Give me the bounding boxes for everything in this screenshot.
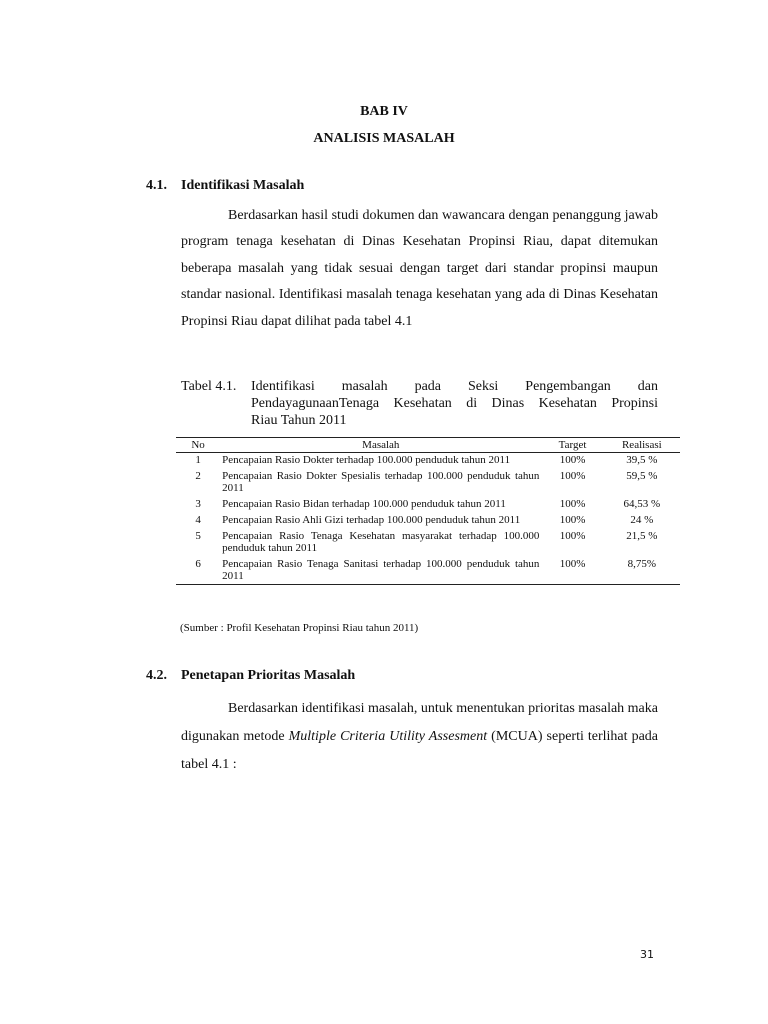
table-caption-text [251,378,658,429]
table-row [176,497,680,513]
cell-no: 5 [195,530,201,542]
cell-realisasi: 59,5 % [626,470,658,482]
paragraph-identifikasi [181,203,658,335]
header-realisasi: Realisasi [604,438,680,453]
cell-target: 100% [541,557,603,585]
cell-masalah: Pencapaian Rasio Dokter Spesialis terhadap 100.000 penduduk tahun 2011 [222,470,540,494]
cell-masalah: Pencapaian Rasio Tenaga Sanitasi terhadap 100.000 penduduk tahun 2011 [220,557,541,585]
table-caption [181,378,658,429]
paragraph-text-after: (MCUA) seperti terlihat pada tabel 4.1 : [181,729,658,772]
cell-masalah: Pencapaian Rasio Bidan terhadap 100.000 penduduk tahun 2011 [222,498,506,510]
header-target: Target [541,438,603,453]
cell-target: 100% [559,514,586,526]
table-source: (Sumber : Profil Kesehatan Propinsi Riau tahun 2011) [180,622,419,634]
header-no: No [176,438,220,453]
page-number: 31 [640,948,654,961]
cell-masalah: Pencapaian Rasio Ahli Gizi terhadap 100.000 penduduk tahun 2011 [222,514,521,526]
table-row [176,469,680,497]
cell-realisasi: 64,53 % [623,498,661,510]
cell-no: 3 [195,498,201,510]
paragraph-text-before: Berdasarkan identifikasi masalah, untuk menentukan prioritas masalah maka digunakan metode [181,701,658,744]
cell-target: 100% [559,454,586,466]
section-title: Identifikasi Masalah [181,178,305,193]
table-header-row [176,438,680,453]
section-number: 4.1. [146,178,167,193]
table-caption-text-1: Identifikasi masalah pada Seksi Pengembangan dan PendayagunaanTenaga Kesehatan di Dinas Kesehatan Propinsi [251,379,658,411]
chapter-title: ANALISIS MASALAH [313,131,455,146]
cell-realisasi: 24 % [630,514,654,526]
table-caption-label: Tabel 4.1. [181,379,237,394]
cell-no: 1 [195,454,201,466]
cell-no: 2 [195,470,201,482]
cell-no: 4 [195,514,201,526]
table-row [176,557,680,585]
cell-target: 100% [559,530,586,542]
section-number: 4.2. [146,668,167,683]
cell-masalah: Pencapaian Rasio Tenaga Kesehatan masyarakat terhadap 100.000 penduduk tahun 2011 [222,530,540,554]
paragraph-prioritas [181,695,658,779]
section-heading-prioritas [146,668,355,684]
table-row [176,453,680,470]
table-caption-text-2: Riau Tahun 2011 [251,413,347,428]
cell-realisasi: 21,5 % [626,530,658,542]
cell-masalah: Pencapaian Rasio Dokter terhadap 100.000 penduduk tahun 2011 [222,454,511,466]
table-row [176,529,680,557]
cell-realisasi: 39,5 % [626,454,658,466]
table-row [176,513,680,529]
cell-no: 6 [176,557,220,585]
paragraph-text-italic: Multiple Criteria Utility Assesment [288,729,488,744]
problem-table [176,437,680,585]
cell-target: 100% [559,470,586,482]
paragraph-text: Berdasarkan hasil studi dokumen dan wawancara dengan penanggung jawab program tenaga kesehatan di Dinas Kesehatan Propinsi Riau, dapat ditemukan beberapa masalah yang tidak sesuai dengan target dari standar propinsi maupun standar nasional. Identifikasi masalah tenaga kesehatan yang ada di Dinas Kesehatan Propinsi Riau dapat dilihat pada tabel 4.1 [181,208,658,329]
section-title: Penetapan Prioritas Masalah [181,668,356,683]
cell-realisasi: 8,75% [604,557,680,585]
cell-target: 100% [559,498,586,510]
chapter-heading: BAB IV [360,104,408,119]
header-masalah: Masalah [220,438,541,453]
section-heading-identifikasi [146,178,304,194]
